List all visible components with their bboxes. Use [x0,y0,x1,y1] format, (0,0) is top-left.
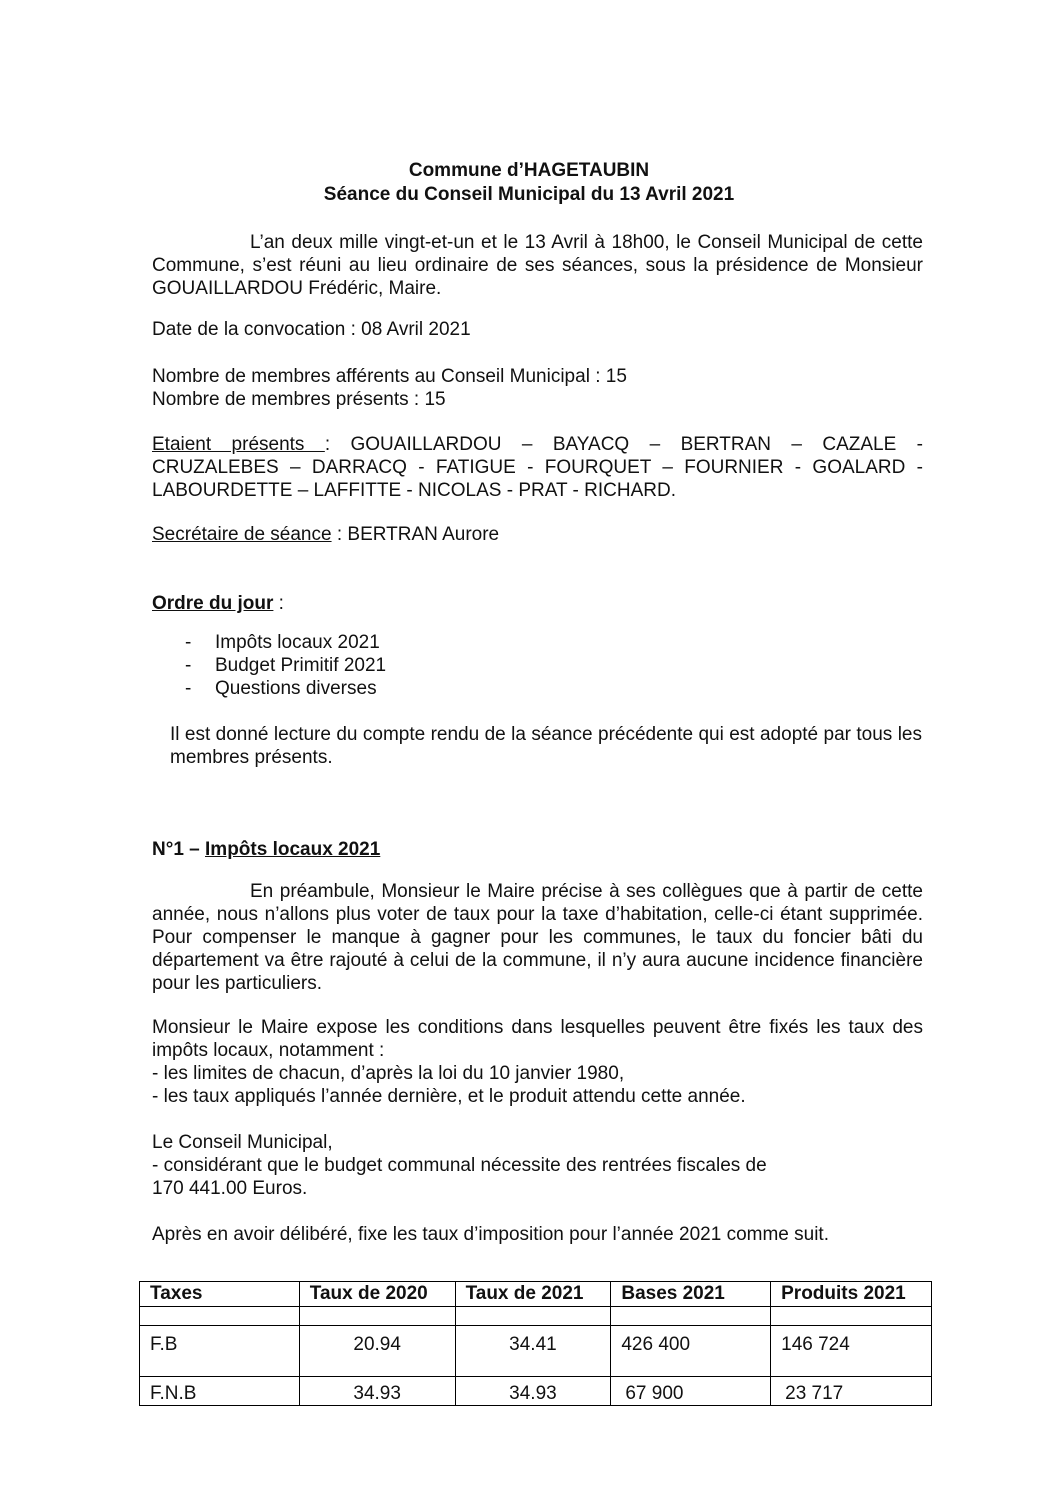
decision-line: Après en avoir délibéré, fixe les taux d’imposition pour l’année 2021 comme suit. [152,1224,829,1245]
cell-rate-2021: 34.41 [455,1326,611,1377]
document-page: Commune d’HAGETAUBIN Séance du Conseil Municipal du 13 Avril 2021 L’an deux mille vingt-et-un et le 13 Avril à 18h00, le Conseil Municipal de cette Commune, s’est réuni au lieu ordinaire de ses séances, sous la présidence de Monsieur GOUAILLARDOU Frédéric, Maire. Date de la convocation : 08 Avril 2021 Nombre de membres afférents au Conseil Municipal : 15 Nombre de membres présents : 15 Etaient présents : GOUAILLARDOU – BAYACQ – BERTRAN – CAZALE - CRUZALEBES – DARRACQ - FATIGUE - FOURQUET – FOURNIER - GOALARD - LABOURDETTE – LAFFITTE - NICOLAS - PRAT - RICHARD. Secrétaire de séance : BERTRAN Aurore Ordre du jour : - Impôts locaux 2021 - Budget Primitif 2021 - Questions diverses Il est donné lecture du compte rendu de la séance précédente qui est adopté par tous les membres présents. N°1 – Impôts locaux 2021 En préambule, Monsieur le Maire précise à ses collègues que à partir de cette année, nous n’allons plus voter de taux pour la taxe d’habitation, celle-ci étant supprimée. Pour compenser le manque à gagner pour les communes, le taux du foncier bâti du département va être rajouté à celui de la commune, il n’y aura aucune incidence financière pour les particuliers. Monsieur le Maire expose les conditions dans lesquelles peuvent être fixés les taux des impôts locaux, notamment : - les limites de chacun, d’après la loi du 10 janvier 1980, - les taux appliqués l’année dernière, et le produit attendu cette année. Le Conseil Municipal, - considérant que le budget communal nécessite des rentrées fiscales de 170 441.00 Euros. Après en avoir délibéré, fixe les taux d’imposition pour l’année 2021 comme suit. Taxes Taux de 2020 Taux de 2021 Bases 2021 Produits 2021 F.B 20.94 34.41 426 400 146 724 F.N.B 34.93 34.93 67 900 23 717 [0,0,1058,1497]
members-presents: Nombre de membres présents : 15 [152,389,446,410]
header-taux-2021: Taux de 2021 [455,1282,611,1307]
considering-line-1: - considérant que le budget communal nécessite des rentrées fiscales de [152,1155,767,1176]
table-spacer-row [140,1307,932,1326]
secretary-value: : BERTRAN Aurore [331,524,500,545]
table-row [140,1377,932,1406]
commune-title: Commune d’HAGETAUBIN [408,160,650,181]
cell-product-2021: 146 724 [771,1326,932,1377]
expose-paragraph: Monsieur le Maire expose les conditions dans lesquelles peuvent être fixés les taux des impôts locaux, notamment : [152,1017,923,1061]
secretary-label: Secrétaire de séance [152,524,332,545]
considering-line-2: 170 441.00 Euros. [152,1178,308,1199]
section1-heading [152,838,380,861]
council-line: Le Conseil Municipal, [152,1132,333,1153]
attendance-line-2: CRUZALEBES – DARRACQ - FATIGUE - FOURQUET – FOURNIER - GOALARD - [152,457,923,478]
attendance-label: Etaient présents [152,434,325,455]
members-afferents: Nombre de membres afférents au Conseil Municipal : 15 [152,366,627,387]
cell-rate-2021: 34.93 [455,1377,611,1406]
header-bases-2021: Bases 2021 [611,1282,771,1307]
header-taux-2020: Taux de 2020 [299,1282,455,1307]
limit-line-2: - les taux appliqués l’année dernière, et le produit attendu cette année. [152,1086,746,1107]
preamble-paragraph: En préambule, Monsieur le Maire précise à ses collègues que à partir de cette année, nous n’allons plus voter de taux pour la taxe d’habitation, celle-ci étant supprimée. Pour compenser le manque à gagner pour les communes, le taux du foncier bâti du département va être rajouté à celui de la commune, il n’y aura aucune incidence financière pour les particuliers. [152,881,923,994]
table-row [140,1326,932,1377]
attendance-names-1: : GOUAILLARDOU – BAYACQ – BERTRAN – CAZALE - [324,434,923,455]
attendance-line-1 [152,433,923,456]
attendance-line-3: LABOURDETTE – LAFFITTE - NICOLAS - PRAT - RICHARD. [152,480,676,501]
section1-number: N°1 – [152,839,206,860]
section1-title: Impôts locaux 2021 [205,839,381,860]
header-produits-2021: Produits 2021 [771,1282,932,1307]
agenda-colon: : [273,593,284,614]
limit-line-1: - les limites de chacun, d’après la loi du 10 janvier 1980, [152,1063,625,1084]
header-taxes: Taxes [140,1282,300,1307]
tax-rates-table [139,1281,932,1406]
agenda-label: Ordre du jour [152,593,274,614]
cell-tax: F.N.B [140,1377,300,1406]
session-title: Séance du Conseil Municipal du 13 Avril 2021 [323,184,735,205]
cell-product-2021: 23 717 [771,1377,932,1406]
table-header-row [140,1282,932,1307]
agenda-heading [152,592,284,615]
secretary-line [152,523,499,546]
cell-rate-2020: 20.94 [299,1326,455,1377]
intro-paragraph: L’an deux mille vingt-et-un et le 13 Avril à 18h00, le Conseil Municipal de cette Commune, s’est réuni au lieu ordinaire de ses séances, sous la présidence de Monsieur GOUAILLARDOU Frédéric, Maire. [152,232,923,299]
convocation-date: Date de la convocation : 08 Avril 2021 [152,319,471,340]
reading-paragraph: Il est donné lecture du compte rendu de la séance précédente qui est adopté par tous les membres présents. [170,724,922,768]
cell-base-2021: 67 900 [611,1377,771,1406]
cell-rate-2020: 34.93 [299,1377,455,1406]
cell-tax: F.B [140,1326,300,1377]
cell-base-2021: 426 400 [611,1326,771,1377]
